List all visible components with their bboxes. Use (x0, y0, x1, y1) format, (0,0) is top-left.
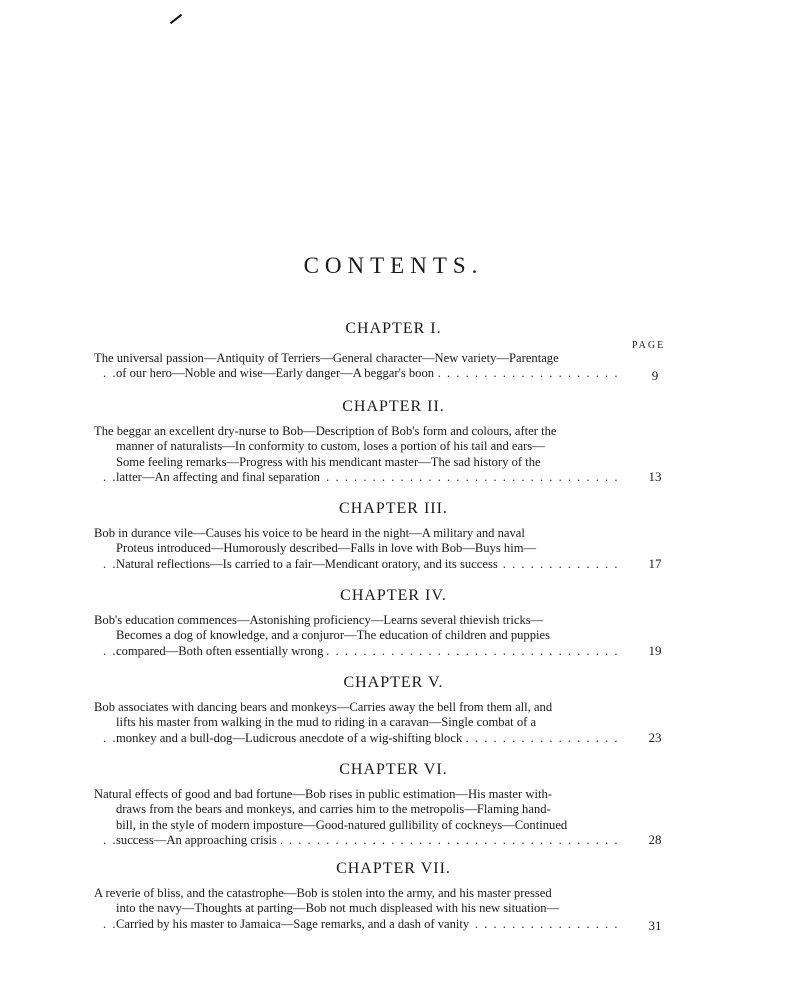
summary-line: Natural effects of good and bad fortune—Bob rises in public estimation—His master with- (94, 787, 552, 801)
chapter-summary-6 (94, 787, 619, 848)
chapter-heading-6: CHAPTER VI. (339, 761, 448, 778)
summary-line: The beggar an excellent dry-nurse to Bob—Description of Bob's form and colours, after the (94, 424, 557, 438)
summary-line: monkey and a bull-dog—Ludicrous anecdote of a wig-shifting block . . . (94, 731, 619, 746)
summary-line: Becomes a dog of knowledge, and a conjuror—The education of children and puppies (116, 628, 550, 643)
summary-line: of our hero—Noble and wise—Early danger—A beggar's boon . . . (94, 366, 619, 381)
chapter-heading-2: CHAPTER II. (342, 398, 445, 415)
summary-line: latter—An affecting and final separation . . . (94, 470, 619, 485)
summary-line: A reverie of bliss, and the catastrophe—Bob is stolen into the army, and his master pressed (94, 886, 552, 900)
summary-line: success—An approaching crisis . . . (94, 833, 619, 848)
summary-line: draws from the bears and monkeys, and carries him to the metropolis—Flaming hand- (116, 802, 551, 817)
summary-line: into the navy—Thoughts at parting—Bob not much displeased with his new situation— (116, 901, 560, 916)
pencil-mark (170, 14, 182, 24)
chapter-heading-1: CHAPTER I. (345, 320, 442, 337)
page-number-7: 31 (648, 918, 662, 933)
page-number-4: 19 (648, 643, 662, 658)
page-number-1: 9 (651, 368, 659, 383)
summary-line: lifts his master from walking in the mud to riding in a caravan—Single combat of a (116, 715, 537, 730)
page-number-3: 17 (648, 556, 662, 571)
chapter-summary-7 (94, 886, 619, 932)
summary-line: Bob's education commences—Astonishing proficiency—Learns several thievish tricks— (94, 613, 544, 627)
page-title: CONTENTS. (303, 253, 484, 278)
page-number-6: 28 (648, 832, 662, 847)
chapter-heading-3: CHAPTER III. (339, 500, 448, 517)
summary-line: Natural reflections—Is carried to a fair—Mendicant oratory, and its success . . . (94, 557, 619, 572)
page-number-5: 23 (648, 730, 662, 745)
summary-line: manner of naturalists—In conformity to custom, loses a portion of his tail and ears— (116, 439, 545, 454)
chapter-heading-7: CHAPTER VII. (336, 860, 451, 877)
summary-line: Bob in durance vile—Causes his voice to be heard in the night—A military and naval (94, 526, 525, 540)
summary-line: bill, in the style of modern imposture—Good-natured gullibility of cockneys—Continued (116, 817, 568, 832)
summary-line: Some feeling remarks—Progress with his mendicant master—The sad history of the (116, 454, 541, 469)
chapter-heading-5: CHAPTER V. (343, 674, 444, 691)
summary-line: Proteus introduced—Humorously described—Falls in love with Bob—Buys him— (116, 541, 537, 556)
chapter-summary-1 (94, 351, 619, 382)
chapter-summary-2 (94, 424, 619, 485)
chapter-summary-4 (94, 613, 619, 659)
summary-line: The universal passion—Antiquity of Terriers—General character—New variety—Parentage (94, 351, 559, 365)
chapter-summary-5 (94, 700, 619, 746)
page-column-label: PAGE (632, 340, 666, 351)
chapter-heading-4: CHAPTER IV. (340, 587, 447, 604)
chapter-summary-3 (94, 526, 619, 572)
summary-line: Bob associates with dancing bears and monkeys—Carries away the bell from them all, and (94, 700, 553, 714)
summary-line: compared—Both often essentially wrong . . . (94, 644, 619, 659)
page-number-2: 13 (648, 469, 662, 484)
summary-line: Carried by his master to Jamaica—Sage remarks, and a dash of vanity . . . (94, 917, 619, 932)
